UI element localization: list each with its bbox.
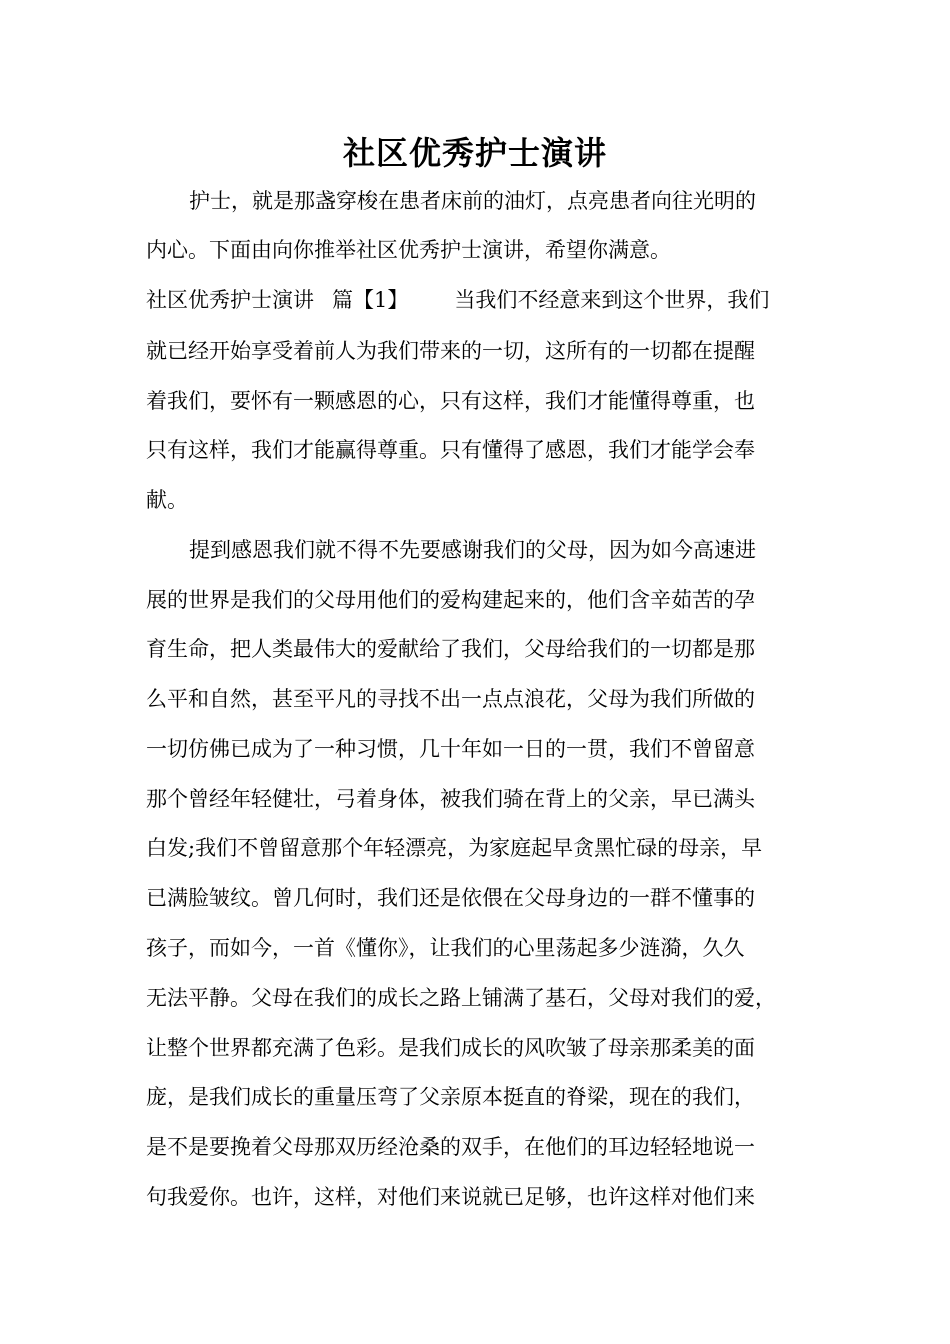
- body-line: 么平和自然，甚至平凡的寻找不出一点点浪花，父母为我们所做的: [146, 687, 755, 711]
- body-line: 就已经开始享受着前人为我们带来的一切，这所有的一切都在提醒: [146, 339, 755, 363]
- body-line: 无法平静。父母在我们的成长之路上铺满了基石，父母对我们的爱，: [146, 986, 776, 1010]
- body-line: 那个曾经年轻健壮，弓着身体，被我们骑在背上的父亲，早已满头: [146, 787, 755, 811]
- body-line: 着我们，要怀有一颗感恩的心，只有这样，我们才能懂得尊重，也: [146, 389, 755, 413]
- body-line: 提到感恩我们就不得不先要感谢我们的父母，因为如今高速进: [189, 538, 756, 562]
- body-line: 白发;我们不曾留意那个年轻漂亮，为家庭起早贪黑忙碌的母亲，早: [146, 836, 763, 860]
- body-line: 孩子，而如今，一首《懂你》，让我们的心里荡起多少涟漪，久久: [146, 936, 745, 960]
- body-line: 庞，是我们成长的重量压弯了父亲原本挺直的脊梁，现在的我们，: [146, 1085, 755, 1109]
- body-line: 献。: [146, 488, 188, 512]
- section-heading: 社区优秀护士演讲: [146, 288, 314, 312]
- intro-line: 护士，就是那盏穿梭在患者床前的油灯，点亮患者向往光明的: [189, 189, 756, 213]
- body-line: 育生命，把人类最伟大的爱献给了我们，父母给我们的一切都是那: [146, 637, 755, 661]
- section-heading-line: [146, 285, 826, 315]
- section-first-line: 当我们不经意来到这个世界，我们: [454, 288, 770, 312]
- document-title: 社区优秀护士演讲: [342, 134, 607, 172]
- body-line: 一切仿佛已成为了一种习惯，几十年如一日的一贯，我们不曾留意: [146, 737, 755, 761]
- intro-line: 内心。下面由向你推举社区优秀护士演讲，希望你满意。: [146, 238, 671, 262]
- body-line: 让整个世界都充满了色彩。是我们成长的风吹皱了母亲那柔美的面: [146, 1036, 755, 1060]
- body-line: 已满脸皱纹。曾几何时，我们还是依偎在父母身边的一群不懂事的: [146, 886, 755, 910]
- section-number: 篇【1】: [332, 288, 409, 312]
- body-line: 只有这样，我们才能赢得尊重。只有懂得了感恩，我们才能学会奉: [146, 438, 755, 462]
- body-line: 展的世界是我们的父母用他们的爱构建起来的，他们含辛茹苦的孕: [146, 588, 755, 612]
- body-line: 句我爱你。也许，这样，对他们来说就已足够，也许这样对他们来: [146, 1185, 755, 1209]
- body-line: 是不是要挽着父母那双历经沧桑的双手，在他们的耳边轻轻地说一: [146, 1135, 755, 1159]
